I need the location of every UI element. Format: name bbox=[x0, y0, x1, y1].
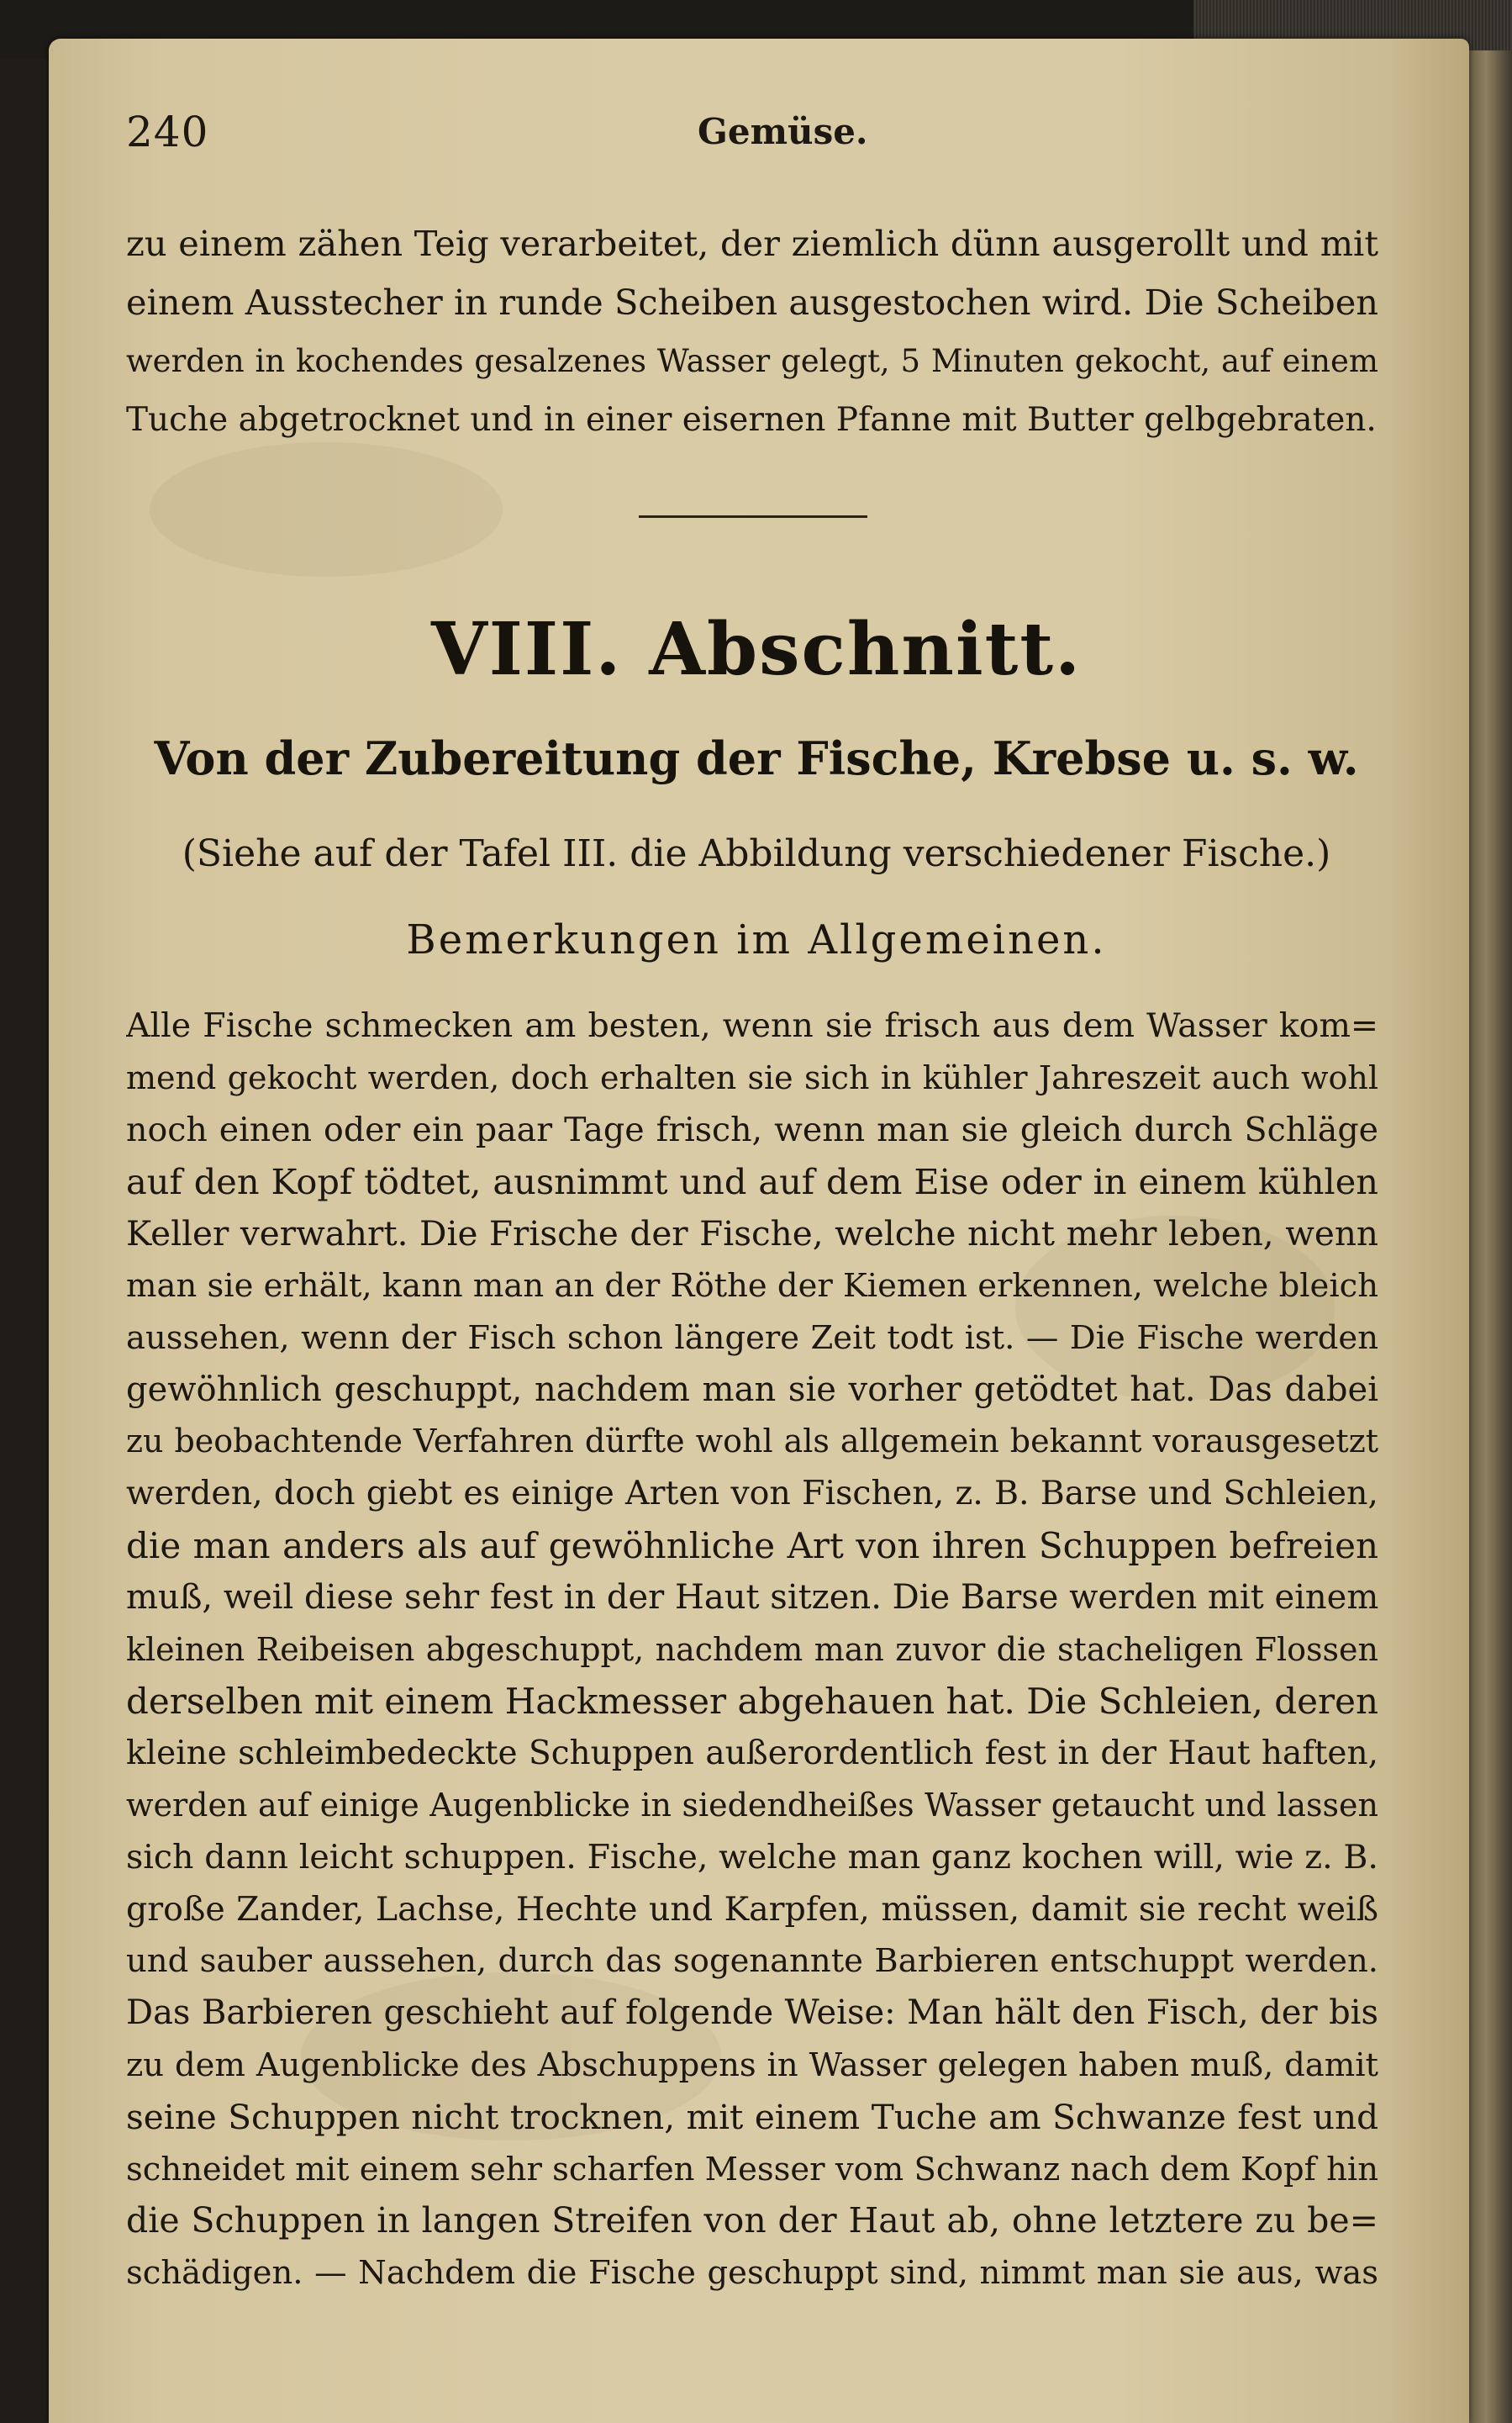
text-line: auf den Kopf tödtet, ausnimmt und auf dem Eise oder in einem kühlen bbox=[126, 1161, 1378, 1203]
text-line: Tuche abgetrocknet und in einer eisernen Pfanne mit Butter gelbgebraten. bbox=[126, 401, 1377, 439]
page-stack-edge bbox=[1469, 50, 1512, 2423]
text-line: schneidet mit einem sehr scharfen Messer vom Schwanz nach dem Kopf hin bbox=[126, 2150, 1378, 2188]
page-header bbox=[126, 108, 1387, 175]
text-line: große Zander, Lachse, Hechte und Karpfen, müssen, damit sie recht weiß bbox=[126, 1889, 1378, 1929]
text-line: seine Schuppen nicht trocknen, mit einem Tuche am Schwanze fest und bbox=[126, 2096, 1378, 2137]
text-line: werden, doch giebt es einige Arten von Fischen, z. B. Barse und Schleien, bbox=[126, 1474, 1378, 1513]
text-line: kleine schleimbedeckte Schuppen außerordentlich fest in der Haut haften, bbox=[126, 1734, 1378, 1773]
text-line: kleinen Reibeisen abgeschuppt, nachdem man zuvor die stacheligen Flossen bbox=[126, 1630, 1378, 1668]
text-line: zu einem zähen Teig verarbeitet, der ziemlich dünn ausgerollt und mit bbox=[126, 223, 1378, 264]
section-divider bbox=[639, 515, 867, 518]
section-subtitle: Von der Zubereitung der Fische, Krebse u. s. w. bbox=[154, 731, 1359, 785]
text-line: derselben mit einem Hackmesser abgehauen hat. Die Schleien, deren bbox=[126, 1681, 1378, 1723]
body-paragraph bbox=[126, 1000, 1378, 2299]
text-line: werden auf einige Augenblicke in siedendheißes Wasser getaucht und lassen bbox=[126, 1786, 1378, 1824]
intro-paragraph bbox=[126, 214, 1378, 450]
page-number: 240 bbox=[126, 108, 209, 156]
text-line: zu dem Augenblicke des Abschuppens in Wasser gelegen haben muß, damit bbox=[126, 2046, 1378, 2084]
text-line: und sauber aussehen, durch das sogenannte Barbieren entschuppt werden. bbox=[126, 1942, 1378, 1981]
section-title: VIII. Abschnitt. bbox=[430, 607, 1083, 692]
text-line: die man anders als auf gewöhnliche Art von ihren Schuppen befreien bbox=[126, 1524, 1378, 1566]
text-line: aussehen, wenn der Fisch schon längere Zeit todt ist. — Die Fische werden bbox=[126, 1318, 1378, 1357]
plate-reference-note: (Siehe auf der Tafel III. die Abbildung verschiedener Fische.) bbox=[182, 832, 1331, 875]
text-line: Das Barbieren geschieht auf folgende Weise: Man hält den Fisch, der bis bbox=[126, 1993, 1378, 2033]
text-line: muß, weil diese sehr fest in der Haut sitzen. Die Barse werden mit einem bbox=[126, 1577, 1378, 1617]
text-line: Keller verwahrt. Die Frische der Fische, welche nicht mehr leben, wenn bbox=[126, 1213, 1378, 1254]
text-line: schädigen. — Nachdem die Fische geschuppt sind, nimmt man sie aus, was bbox=[126, 2254, 1378, 2293]
text-line: mend gekocht werden, doch erhalten sie sich in kühler Jahreszeit auch wohl bbox=[126, 1058, 1378, 1096]
paper-stain bbox=[150, 442, 503, 577]
text-line: Alle Fische schmecken am besten, wenn sie frisch aus dem Wasser kom= bbox=[126, 1006, 1378, 1045]
text-line: die Schuppen in langen Streifen von der Haut ab, ohne letztere zu be= bbox=[126, 2200, 1378, 2241]
text-line: einem Ausstecher in runde Scheiben ausgestochen wird. Die Scheiben bbox=[126, 282, 1378, 323]
text-line: sich dann leicht schuppen. Fische, welche man ganz kochen will, wie z. B. bbox=[126, 1837, 1378, 1877]
running-head: Gemüse. bbox=[698, 111, 868, 152]
text-line: zu beobachtende Verfahren dürfte wohl als allgemein bekannt vorausgesetzt bbox=[126, 1423, 1378, 1460]
remarks-heading: Bemerkungen im Allgemeinen. bbox=[406, 916, 1107, 963]
text-line: man sie erhält, kann man an der Röthe der Kiemen erkennen, welche bleich bbox=[126, 1266, 1378, 1305]
text-line: gewöhnlich geschuppt, nachdem man sie vorher getödtet hat. Das dabei bbox=[126, 1370, 1378, 1409]
text-line: werden in kochendes gesalzenes Wasser gelegt, 5 Minuten gekocht, auf einem bbox=[126, 343, 1378, 379]
text-line: noch einen oder ein paar Tage frisch, wenn man sie gleich durch Schläge bbox=[126, 1110, 1378, 1149]
